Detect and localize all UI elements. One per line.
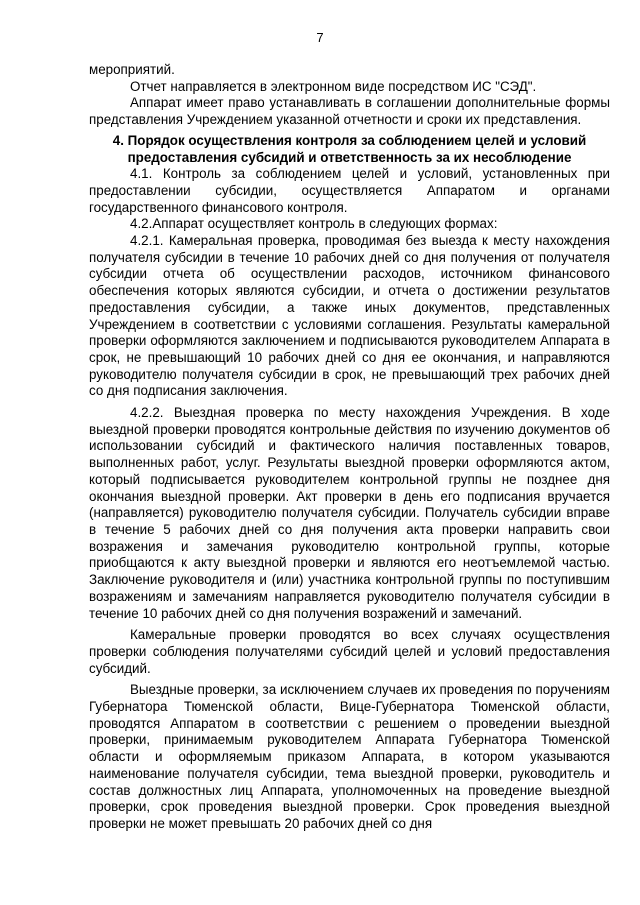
paragraph-4-2-1: 4.2.1. Камеральная проверка, проводимая без выезда к месту нахождения получателя субсидии в течение 10 рабочих дней со дня получения от получателя субсидии отчета об осуществлении расходов, источником финансового обеспечения которых являются субсидии, и отчета о достижении результатов предоставления субсидии, а также иных документов, представленных Учреждением в соответствии с условиями соглашения. Результаты камеральной проверки оформляются заключением и подписываются руководителем Аппарата в срок, не превышающий 10 рабочих дней со дня ее окончания, и направляются руководителю получателя субсидии в срок, не превышающий трех рабочих дней со дня подписания заключения.	[89, 233, 610, 399]
paragraph-4-2: 4.2.Аппарат осуществляет контроль в следующих формах:	[130, 216, 498, 232]
page-number: 7	[316, 30, 324, 45]
paragraph-field-checks: Выездные проверки, за исключением случаев их проведения по поручениям Губернатора Тюменской области, Вице-Губернатора Тюменской области, проводятся Аппаратом в соответствии с решением о проведении выездной проверки, принимаемым руководителем Аппарата Губернатора Тюменской области и оформляемым приказом Аппарата, в котором указываются наименование получателя субсидии, тема выездной проверки, руководитель и состав должностных лиц Аппарата, уполномоченных на проведение выездной проверки, срок проведения выездной проверки. Срок проведения выездной проверки не может превышать 20 рабочих дней со дня	[89, 682, 610, 831]
section-heading: 4. Порядок осуществления контроля за соблюдением целей и условий предоставления субсидий и ответственность за их несоблюдение	[112, 132, 587, 165]
paragraph-report-sending: Отчет направляется в электронном виде посредством ИС "СЭД".	[130, 78, 537, 94]
document-body	[89, 62, 610, 833]
paragraph-4-1: 4.1. Контроль за соблюдением целей и условий, установленных при предоставлении субсидии, осуществляется Аппаратом и органами государственного финансового контроля.	[89, 166, 610, 215]
paragraph-cameral-checks: Камеральные проверки проводятся во всех случаях осуществления проверки соблюдения получателями субсидий целей и условий предоставления субсидий.	[89, 627, 610, 676]
paragraph-additional-forms: Аппарат имеет право устанавливать в соглашении дополнительные формы представления Учреждением указанной отчетности и сроки их представления.	[89, 95, 610, 128]
paragraph-4-2-2: 4.2.2. Выездная проверка по месту нахождения Учреждения. В ходе выездной проверки проводятся контрольные действия по изучению документов об использовании субсидий и фактического наличия поставленных товаров, выполненных работ, услуг. Результаты выездной проверки оформляются актом, который подписывается руководителем контрольной группы не позднее дня окончания выездной проверки. Акт проверки в день его подписания вручается (направляется) руководителю получателя субсидии. Получатель субсидии вправе в течение 5 рабочих дней со дня получения акта проверки направить свои возражения и замечания руководителю контрольной группы, которые приобщаются к акту выездной проверки и являются его неотъемлемой частью. Заключение руководителя и (или) участника контрольной группы по поступившим возражениям и замечаниям направляется руководителю получателя субсидии в течение 10 рабочих дней со дня получения возражений и замечаний.	[89, 405, 610, 621]
paragraph-continuation: мероприятий.	[89, 62, 175, 77]
